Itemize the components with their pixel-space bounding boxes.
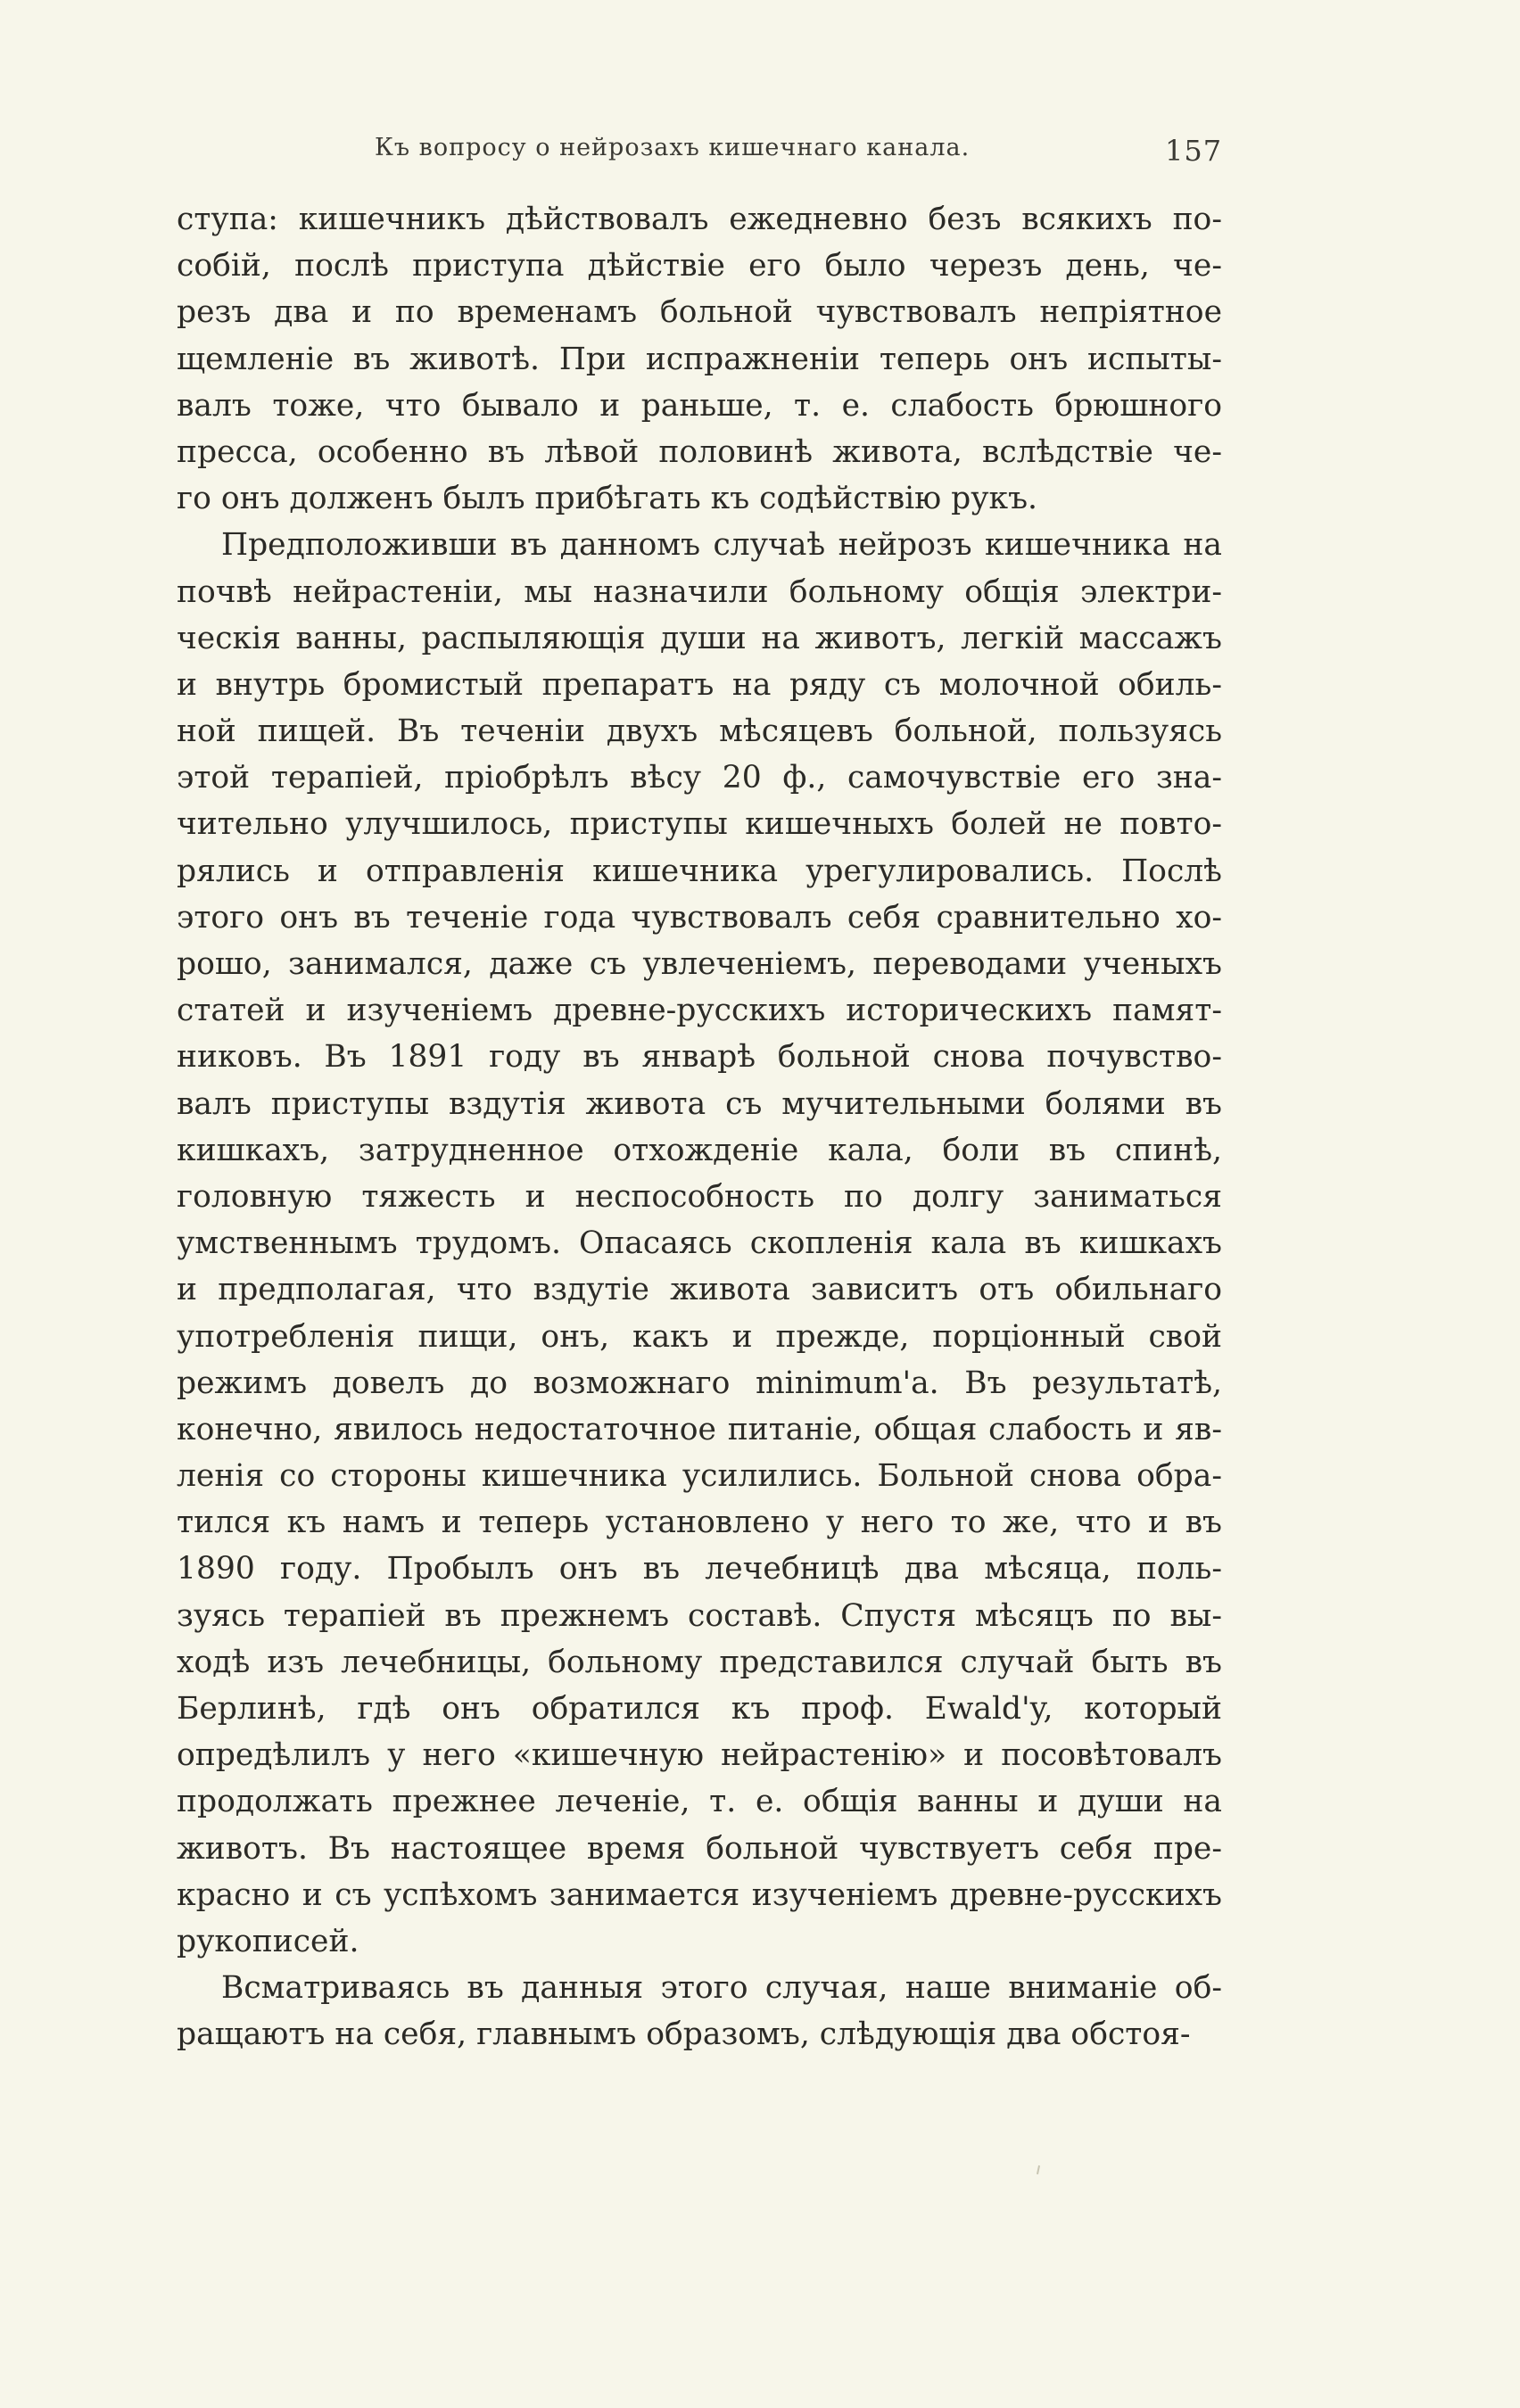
text-line: рялись и отправленія кишечника урегулировались. Послѣ xyxy=(177,853,1222,889)
paragraph xyxy=(177,1965,1222,2058)
text-line: и внутрь бромистый препаратъ на ряду съ молочной обиль- xyxy=(177,666,1222,703)
stray-mark xyxy=(1037,2165,1040,2174)
page-number: 157 xyxy=(1165,134,1223,168)
text-line: резъ два и по временамъ больной чувствовалъ непріятное xyxy=(177,294,1222,331)
text-line: щемленіе въ животѣ. При испражненіи теперь онъ испыты- xyxy=(177,341,1222,377)
text-line: 1890 году. Пробылъ онъ въ лечебницѣ два мѣсяца, поль- xyxy=(177,1551,1222,1587)
text-line: головную тяжесть и неспособность по долгу заниматься xyxy=(177,1178,1222,1215)
text-line: почвѣ нейрастеніи, мы назначили больному общія электри- xyxy=(177,573,1222,610)
text-line: чительно улучшилось, приступы кишечныхъ болей не повто- xyxy=(177,806,1222,843)
text-line: животъ. Въ настоящее время больной чувствуетъ себя пре- xyxy=(177,1830,1222,1867)
text-line: тился къ намъ и теперь установлено у него то же, что и въ xyxy=(177,1505,1222,1541)
text-line: собій, послѣ приступа дѣйствіе его было черезъ день, че- xyxy=(177,248,1222,285)
text-line: статей и изученіемъ древне-русскихъ историческихъ памят- xyxy=(177,993,1222,1029)
text-line: Предположивши въ данномъ случаѣ нейрозъ кишечника на xyxy=(221,527,1222,564)
text-line: зуясь терапіей въ прежнемъ составѣ. Спустя мѣсяцъ по вы- xyxy=(177,1597,1222,1634)
text-line: конечно, явилось недостаточное питаніе, общая слабость и яв- xyxy=(177,1411,1222,1447)
text-line: го онъ долженъ былъ прибѣгать къ содѣйствію рукъ. xyxy=(177,481,1038,517)
text-line: валъ приступы вздутія живота съ мучительными болями въ xyxy=(177,1085,1222,1122)
body-text xyxy=(177,196,1222,2058)
paragraph xyxy=(177,196,1222,522)
text-line: продолжать прежнее леченіе, т. е. общія ванны и души на xyxy=(177,1784,1222,1820)
paragraph xyxy=(177,522,1222,1965)
text-line: рукописей. xyxy=(177,1923,359,1959)
running-title: Къ вопросу о нейрозахъ кишечнаго канала. xyxy=(375,134,971,161)
text-line: ступа: кишечникъ дѣйствовалъ ежедневно безъ всякихъ по- xyxy=(177,202,1222,237)
text-line: никовъ. Въ 1891 году въ январѣ больной снова почувство- xyxy=(177,1039,1222,1076)
text-line: этого онъ въ теченіе года чувствовалъ себя сравнительно хо- xyxy=(177,899,1222,936)
text-line: ращаютъ на себя, главнымъ образомъ, слѣдующія два обстоя- xyxy=(177,2016,1191,2053)
text-line: пресса, особенно въ лѣвой половинѣ живота, вслѣдствіе че- xyxy=(177,433,1222,470)
text-line: употребленія пищи, онъ, какъ и прежде, порціонный свой xyxy=(177,1318,1222,1355)
text-line: ной пищей. Въ теченіи двухъ мѣсяцевъ больной, пользуясь xyxy=(177,713,1222,750)
text-line: режимъ довелъ до возможнаго minimum'a. Въ результатѣ, xyxy=(177,1365,1222,1401)
text-line: этой терапіей, пріобрѣлъ вѣсу 20 ф., самочувствіе его зна- xyxy=(177,760,1222,796)
text-line: Берлинѣ, гдѣ онъ обратился къ проф. Ewald'y, который xyxy=(177,1691,1222,1727)
text-line: и предполагая, что вздутіе живота зависитъ отъ обильнаго xyxy=(177,1272,1222,1308)
text-line: ческія ванны, распыляющія души на животъ, легкій массажъ xyxy=(177,620,1222,656)
text-line: красно и съ успѣхомъ занимается изученіемъ древне-русскихъ xyxy=(177,1876,1222,1913)
text-line: ходѣ изъ лечебницы, больному представился случай быть въ xyxy=(177,1644,1222,1680)
text-line: кишкахъ, затрудненное отхожденіе кала, боли въ спинѣ, xyxy=(177,1132,1222,1168)
text-line: опредѣлилъ у него «кишечную нейрастенію» и посовѣтовалъ xyxy=(177,1737,1222,1774)
text-line: умственнымъ трудомъ. Опасаясь скопленія кала въ кишкахъ xyxy=(177,1225,1222,1262)
text-line: ленія со стороны кишечника усилились. Больной снова обра- xyxy=(177,1458,1222,1495)
text-line: рошо, занимался, даже съ увлеченіемъ, переводами ученыхъ xyxy=(177,946,1222,982)
text-line: валъ тоже, что бывало и раньше, т. е. слабость брюшного xyxy=(177,387,1222,424)
text-line: Всматриваясь въ данныя этого случая, наше вниманіе об- xyxy=(221,1970,1222,2007)
